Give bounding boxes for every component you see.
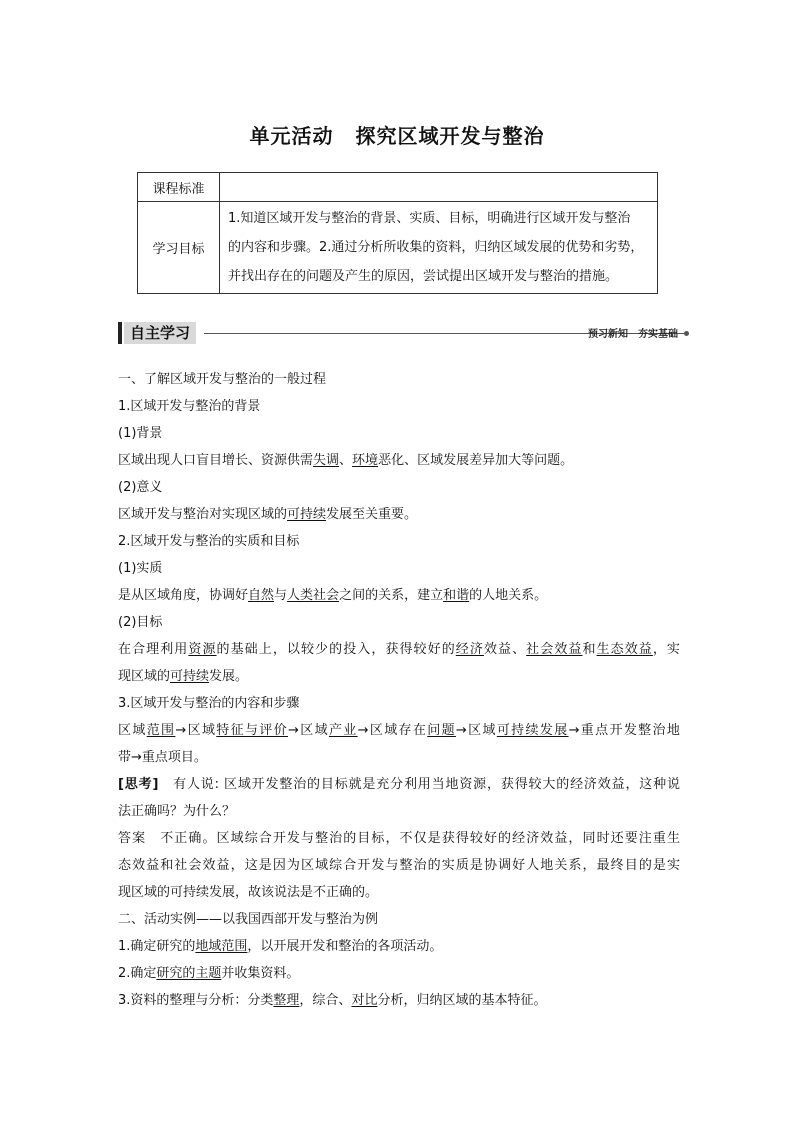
fill-answer: 人类社会 <box>287 588 340 603</box>
subheading: 3.区域开发与整治的内容和步骤 <box>118 696 300 711</box>
table-row <box>138 173 658 202</box>
fill-answer: 可持续 <box>170 669 210 684</box>
page-title <box>0 120 794 149</box>
title-topic: 探究区域开发与整治 <box>355 124 545 148</box>
fill-answer: 对比 <box>351 993 378 1008</box>
fill-answer: 社会效益 <box>526 642 583 657</box>
think-question: [思考] 有人说: 区域开发整治的目标就是充分利用当地资源，获得较大的经济效益，这种说 <box>118 777 680 792</box>
course-standard-value <box>220 173 658 202</box>
fill-answer: 整理 <box>273 993 300 1008</box>
fill-answer: 资源 <box>188 642 217 657</box>
fill-answer: 自然 <box>248 588 275 603</box>
paragraph-line: 2.确定研究的主题并收集资料。 <box>118 966 300 981</box>
goal-line: 并找出存在的问题及产生的原因，尝试提出区域开发与整治的措施。 <box>228 269 619 284</box>
table-row <box>138 202 658 294</box>
paragraph-line: 现区域的可持续发展，故该说法是不正确的。 <box>118 885 379 900</box>
learning-goal-text <box>220 202 658 294</box>
paragraph-line: 3.资料的整理与分析：分类整理，综合、对比分析，归纳区域的基本特征。 <box>118 993 547 1008</box>
paragraph-line: 区域出现人口盲目增长、资源供需失调、环境恶化、区域发展差异加大等问题。 <box>118 453 574 468</box>
think-tag: [思考] <box>118 777 159 792</box>
paragraph-line: 是从区域角度，协调好自然与人类社会之间的关系，建立和谐的人地关系。 <box>118 588 548 603</box>
paragraph-line: 区域开发与整治对实现区域的可持续发展至关重要。 <box>118 507 418 522</box>
fill-answer: 和谐 <box>443 588 470 603</box>
paragraph-line: 在合理利用资源的基础上，以较少的投入，获得较好的经济效益、社会效益和生态效益，实 <box>118 642 680 657</box>
section-marker <box>118 322 122 344</box>
paragraph-line: 带→重点项目。 <box>118 750 207 765</box>
fill-answer: 特征与评价 <box>216 723 289 738</box>
subheading: (1)实质 <box>118 561 163 576</box>
answer: 答案 不正确。区域综合开发与整治的目标，不仅是获得较好的经济效益，同时还要注重生 <box>118 831 680 846</box>
subheading: 2.区域开发与整治的实质和目标 <box>118 534 300 549</box>
fill-answer: 范围 <box>146 723 176 738</box>
subheading: (2)目标 <box>118 615 163 630</box>
paragraph-line: 现区域的可持续发展。 <box>118 669 249 684</box>
learning-goal-label: 学习目标 <box>138 202 220 294</box>
title-unit: 单元活动 <box>249 124 334 148</box>
fill-answer: 环境 <box>352 453 379 468</box>
subheading: (1)背景 <box>118 426 163 441</box>
fill-answer: 研究的主题 <box>156 966 222 981</box>
goal-line: 的内容和步骤。2.通过分析所收集的资料，归纳区域发展的优势和劣势， <box>228 240 644 255</box>
paragraph-line: 法正确吗？为什么？ <box>118 804 236 819</box>
section-label: 自主学习 <box>124 322 196 344</box>
fill-answer: 产业 <box>328 723 358 738</box>
section-header <box>118 320 678 348</box>
paragraph-line: 态效益和社会效益，这是因为区域综合开发与整治的实质是协调好人地关系，最终目的是实 <box>118 858 680 873</box>
subheading: (2)意义 <box>118 480 163 495</box>
subheading: 1.区域开发与整治的背景 <box>118 399 261 414</box>
fill-answer: 生态效益 <box>596 642 653 657</box>
fill-answer: 问题 <box>427 723 456 738</box>
heading-part-1: 一、了解区域开发与整治的一般过程 <box>118 372 327 387</box>
answer-tag: 答案 <box>118 831 147 846</box>
fill-answer: 可持续发展 <box>496 723 569 738</box>
fill-answer: 可持续 <box>287 507 327 522</box>
content-body <box>118 366 680 1014</box>
fill-answer: 失调 <box>313 453 340 468</box>
section-subtitle: 预习新知 夯实基础 <box>588 329 678 340</box>
paragraph-line: 区域范围→区域特征与评价→区域产业→区域存在问题→区域可持续发展→重点开发整治地 <box>118 723 680 738</box>
heading-part-2: 二、活动实例——以我国西部开发与整治为例 <box>118 912 379 927</box>
paragraph-line: 1.确定研究的地域范围，以开展开发和整治的各项活动。 <box>118 939 443 954</box>
standards-table <box>137 172 658 294</box>
fill-answer: 地域范围 <box>195 939 248 954</box>
course-standard-label: 课程标准 <box>138 173 220 202</box>
fill-answer: 经济 <box>455 642 484 657</box>
goal-line: 1.知道区域开发与整治的背景、实质、目标，明确进行区域开发与整治 <box>228 211 631 226</box>
